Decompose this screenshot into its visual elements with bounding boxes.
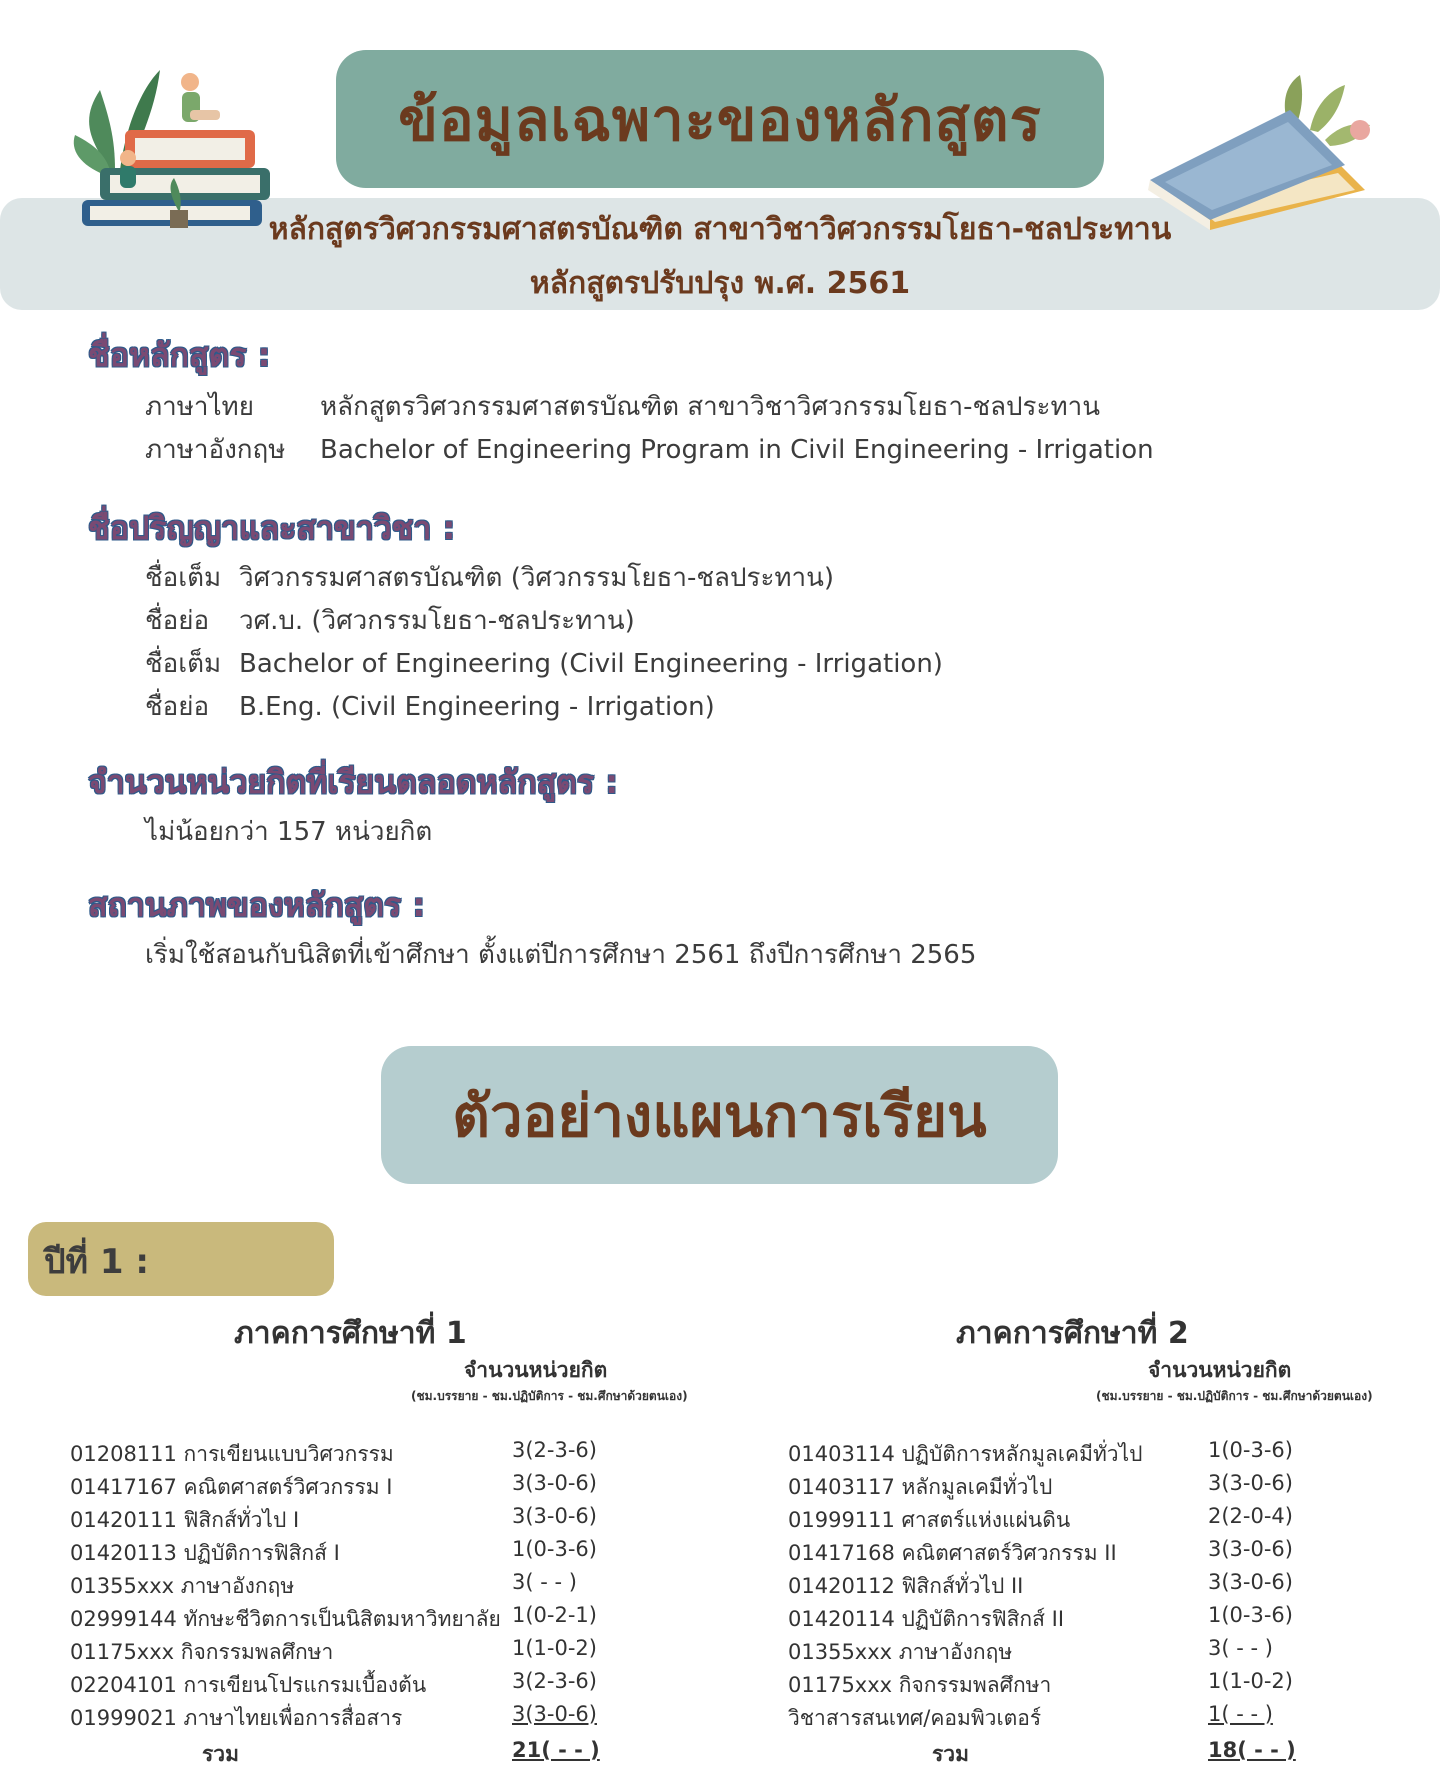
course-credit: 3(3-0-6): [512, 1504, 597, 1528]
degree-row: [145, 686, 715, 727]
course-credit: 3( - - ): [512, 1570, 577, 1594]
course-credit: 3(3-0-6): [1208, 1471, 1293, 1495]
course-name: 01420112 ฟิสิกส์ทั่วไป II: [788, 1574, 1024, 1598]
course-credit: 1(1-0-2): [512, 1636, 597, 1660]
course-name: 01420114 ปฏิบัติการฟิสิกส์ II: [788, 1607, 1065, 1631]
course-row: [70, 1537, 630, 1570]
thai-value: หลักสูตรวิศวกรรมศาสตรบัณฑิต สาขาวิชาวิศวกรรมโยธา-ชลประทาน: [320, 392, 1100, 422]
course-name: 01999111 ศาสตร์แห่งแผ่นดิน: [788, 1508, 1071, 1532]
study-plan-title: ตัวอย่างแผนการเรียน: [452, 1081, 987, 1150]
course-row: [788, 1471, 1388, 1504]
semester-1-total-value: 21( - - ): [512, 1738, 600, 1762]
course-row: [788, 1537, 1388, 1570]
semester-2-total-label: รวม: [932, 1742, 969, 1766]
semester-2-credit-heading: จำนวนหน่วยกิต: [1148, 1358, 1292, 1382]
degree-value: Bachelor of Engineering (Civil Engineering - Irrigation): [239, 649, 943, 679]
course-name: 01417167 คณิตศาสตร์วิศวกรรม I: [70, 1475, 393, 1499]
degree-value: วิศวกรรมศาสตรบัณฑิต (วิศวกรรมโยธา-ชลประทาน): [239, 563, 835, 593]
english-name-row: [145, 429, 1154, 470]
program-subtitle: หลักสูตรวิศวกรรมศาสตรบัณฑิต สาขาวิชาวิศวกรรมโยธา-ชลประทาน: [268, 212, 1172, 247]
degree-label: ชื่อย่อ: [145, 692, 210, 722]
course-row: [70, 1438, 630, 1471]
course-name: 02204101 การเขียนโปรแกรมเบื้องต้น: [70, 1673, 427, 1697]
credits-value: ไม่น้อยกว่า 157 หน่วยกิต: [145, 817, 433, 847]
course-name: 01417168 คณิตศาสตร์วิศวกรรม II: [788, 1541, 1117, 1565]
course-credit: 1( - - ): [1208, 1702, 1273, 1726]
course-credit: 3(2-3-6): [512, 1669, 597, 1693]
semester-1-total-label: รวม: [202, 1742, 239, 1766]
course-credit: 1(0-2-1): [512, 1603, 597, 1627]
course-row: [70, 1636, 630, 1669]
status-value: เริ่มใช้สอนกับนิสิตที่เข้าศึกษา ตั้งแต่ปีการศึกษา 2561 ถึงปีการศึกษา 2565: [145, 940, 977, 970]
course-credit: 3(3-0-6): [512, 1471, 597, 1495]
course-credit: 1(0-3-6): [1208, 1438, 1293, 1462]
degree-row: [145, 643, 943, 684]
course-row: [788, 1438, 1388, 1471]
course-row: [788, 1702, 1388, 1735]
course-row: [70, 1504, 630, 1537]
year-badge: [28, 1222, 334, 1296]
course-credit: 1(0-3-6): [1208, 1603, 1293, 1627]
course-row: [788, 1504, 1388, 1537]
semester-2-credit-note: (ชม.บรรยาย - ชม.ปฏิบัติการ - ชม.ศึกษาด้วยตนเอง): [1096, 1389, 1373, 1403]
course-name: 02999144 ทักษะชีวิตการเป็นนิสิตมหาวิทยาลัย: [70, 1607, 501, 1631]
course-credit: 3( - - ): [1208, 1636, 1273, 1660]
semester-2-course-list: [788, 1438, 1388, 1738]
course-name: 01175xxx กิจกรรมพลศึกษา: [788, 1673, 1052, 1697]
course-credit: 3(3-0-6): [1208, 1537, 1293, 1561]
degree-value: B.Eng. (Civil Engineering - Irrigation): [239, 692, 715, 722]
course-row: [788, 1603, 1388, 1636]
semester-1-credit-note: (ชม.บรรยาย - ชม.ปฏิบัติการ - ชม.ศึกษาด้วยตนเอง): [411, 1389, 688, 1403]
page-title: ข้อมูลเฉพาะของหลักสูตร: [398, 85, 1042, 154]
thai-name-row: [145, 386, 1100, 427]
course-row: [70, 1702, 630, 1735]
course-name: 01420111 ฟิสิกส์ทั่วไป I: [70, 1508, 300, 1532]
semester-1-course-list: [70, 1438, 630, 1738]
semester-2-total-value: 18( - - ): [1208, 1738, 1296, 1762]
course-name: 01355xxx ภาษาอังกฤษ: [788, 1640, 1013, 1664]
degree-heading: ชื่อปริญญาและสาขาวิชา :: [88, 509, 456, 547]
course-credit: 3(3-0-6): [1208, 1570, 1293, 1594]
semester-2-title: ภาคการศึกษาที่ 2: [956, 1316, 1189, 1351]
course-credit: 2(2-0-4): [1208, 1504, 1293, 1528]
study-plan-title-box: [381, 1046, 1058, 1184]
credits-heading: จำนวนหน่วยกิตที่เรียนตลอดหลักสูตร :: [88, 763, 619, 801]
course-name: 01175xxx กิจกรรมพลศึกษา: [70, 1640, 334, 1664]
course-row: [70, 1603, 630, 1636]
course-row: [788, 1669, 1388, 1702]
degree-label: ชื่อเต็ม: [145, 563, 222, 593]
course-credit: 1(0-3-6): [512, 1537, 597, 1561]
degree-row: [145, 600, 635, 641]
course-name: 01403117 หลักมูลเคมีทั่วไป: [788, 1475, 1053, 1499]
course-row: [70, 1669, 630, 1702]
program-name-heading: ชื่อหลักสูตร :: [88, 336, 271, 374]
course-name: 01208111 การเขียนแบบวิศวกรรม: [70, 1442, 394, 1466]
thai-label: ภาษาไทย: [145, 392, 254, 422]
course-credit: 3(2-3-6): [512, 1438, 597, 1462]
year-label: ปีที่ 1 :: [44, 1242, 149, 1282]
course-credit: 3(3-0-6): [512, 1702, 597, 1726]
page-title-box: [336, 50, 1104, 188]
degree-label: ชื่อเต็ม: [145, 649, 222, 679]
course-credit: 1(1-0-2): [1208, 1669, 1293, 1693]
course-name: 01403114 ปฏิบัติการหลักมูลเคมีทั่วไป: [788, 1442, 1143, 1466]
course-name: 01999021 ภาษาไทยเพื่อการสื่อสาร: [70, 1706, 403, 1730]
semester-1-credit-heading: จำนวนหน่วยกิต: [464, 1358, 608, 1382]
english-value: Bachelor of Engineering Program in Civil Engineering - Irrigation: [320, 435, 1154, 465]
degree-row: [145, 557, 834, 598]
course-row: [788, 1636, 1388, 1669]
course-name: วิชาสารสนเทศ/คอมพิวเตอร์: [788, 1706, 1042, 1730]
course-row: [70, 1471, 630, 1504]
degree-value: วศ.บ. (วิศวกรรมโยธา-ชลประทาน): [239, 606, 635, 636]
english-label: ภาษาอังกฤษ: [145, 435, 286, 465]
course-name: 01420113 ปฏิบัติการฟิสิกส์ I: [70, 1541, 340, 1565]
course-row: [788, 1570, 1388, 1603]
semester-1-title: ภาคการศึกษาที่ 1: [234, 1316, 467, 1351]
revision-subtitle: หลักสูตรปรับปรุง พ.ศ. 2561: [529, 266, 911, 301]
course-row: [70, 1570, 630, 1603]
status-heading: สถานภาพของหลักสูตร :: [88, 886, 426, 924]
course-name: 01355xxx ภาษาอังกฤษ: [70, 1574, 295, 1598]
degree-label: ชื่อย่อ: [145, 606, 210, 636]
